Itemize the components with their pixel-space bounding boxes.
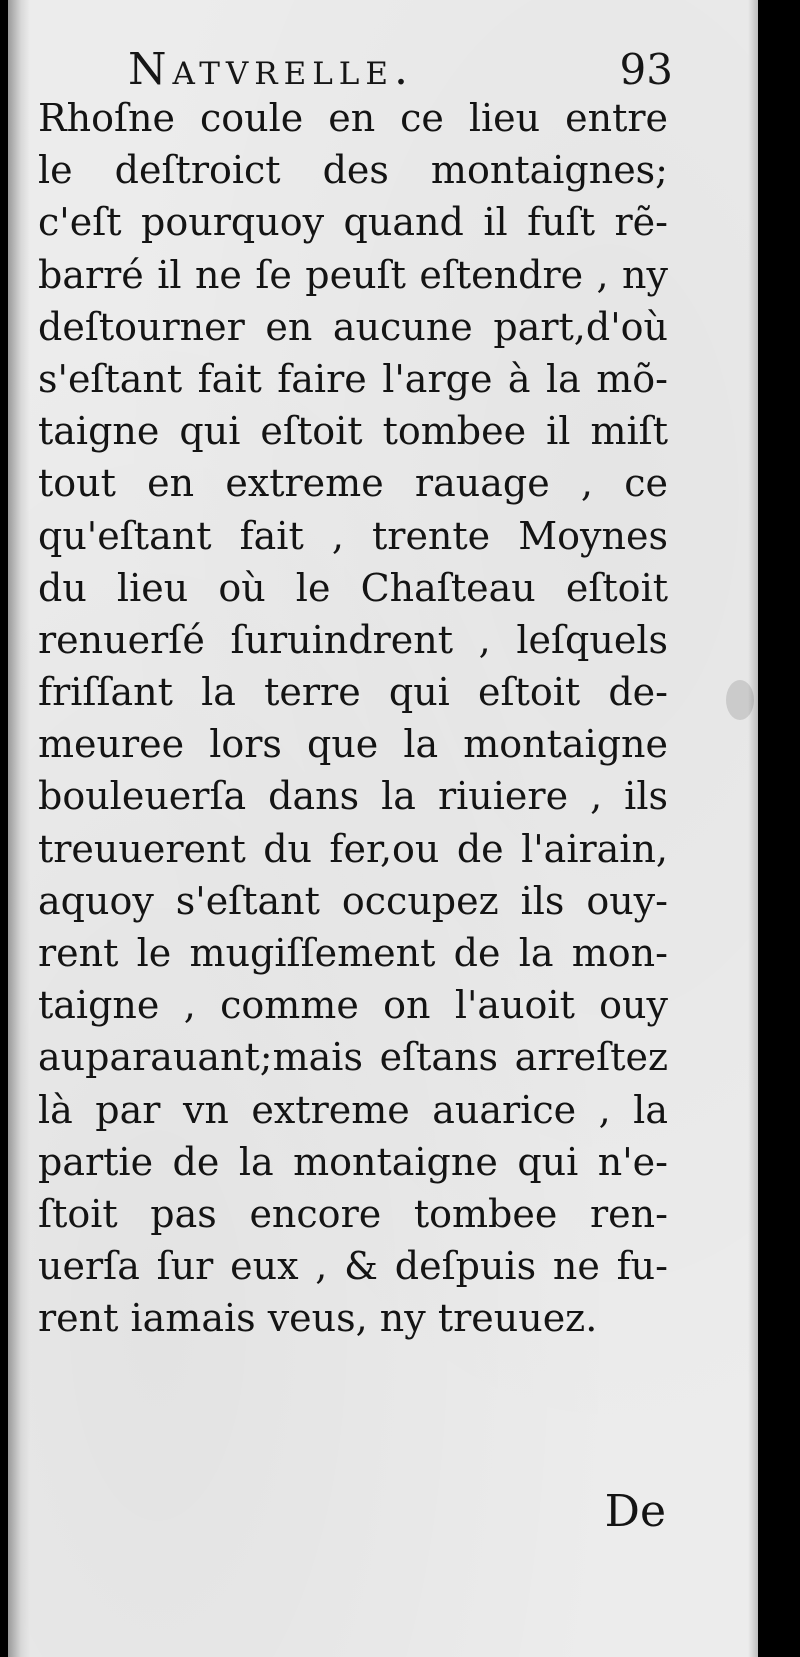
text-line: du lieu où le Chaſteau eſtoit: [38, 565, 668, 610]
book-page: [8, 0, 758, 1657]
body-text: [38, 92, 668, 1345]
text-line: deſtourner en aucune part,d'où: [38, 304, 668, 349]
page-gutter-shadow: [8, 0, 30, 1657]
text-line: là par vn extreme auarice , la: [38, 1087, 668, 1132]
text-line: meuree lors que la montaigne: [38, 722, 668, 767]
page-edge-shadow: [748, 0, 758, 1657]
text-line: rent le mugiſſement de la mon-: [38, 931, 668, 975]
running-title: Natvrelle.: [128, 44, 415, 95]
text-line: uerſa ſur eux , & deſpuis ne fu-: [38, 1244, 668, 1289]
text-line: aquoy s'eſtant occupez ils ouy-: [38, 878, 668, 923]
text-line: tout en extreme rauage , ce: [38, 461, 668, 506]
text-line: s'eſtant fait faire l'arge à la mõ-: [38, 356, 668, 401]
paper-stain: [726, 680, 754, 720]
text-line: bouleuerſa dans la riuiere , ils: [38, 774, 668, 819]
text-line: c'eſt pourquoy quand il fuſt rẽ-: [38, 200, 668, 245]
catchword: De: [604, 1486, 666, 1537]
text-line: barré il ne ſe peuſt eſtendre , ny: [38, 252, 668, 297]
page-number: 93: [619, 45, 673, 94]
text-line: treuuerent du fer,ou de l'airain,: [38, 826, 668, 871]
text-line: partie de la montaigne qui n'e-: [38, 1139, 668, 1184]
text-line: friſſant la terre qui eſtoit de-: [38, 670, 668, 715]
text-line: Rhoſne coule en ce lieu entre: [38, 96, 668, 140]
text-line-last: rent iamais veus, ny treuuez.: [38, 1296, 598, 1341]
text-line: renuerſé ſuruindrent , leſquels: [38, 617, 668, 662]
text-line: ſtoit pas encore tombee ren-: [38, 1191, 668, 1236]
text-line: auparauant;mais eſtans arreſtez: [38, 1035, 668, 1080]
text-line: taigne , comme on l'auoit ouy: [38, 983, 668, 1028]
text-line: taigne qui eſtoit tombee il miſt: [38, 409, 668, 454]
page-header: [128, 42, 673, 98]
text-line: le deſtroict des montaignes;: [38, 148, 668, 193]
text-line: qu'eſtant fait , trente Moynes: [38, 513, 668, 558]
